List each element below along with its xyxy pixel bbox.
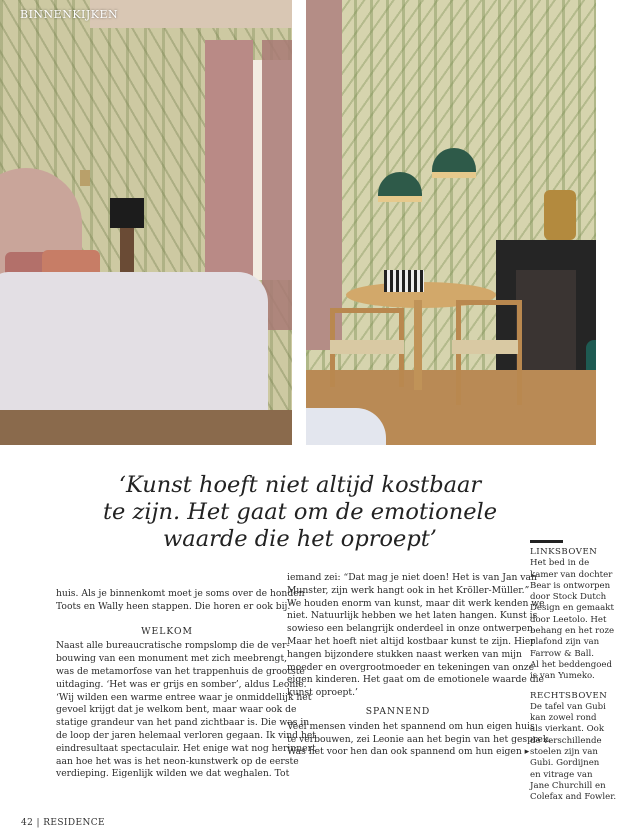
caption-line: kamer van dochter: [530, 569, 613, 580]
photo-bedroom: [0, 0, 292, 445]
caption-heading-right: RECHTSBOVEN: [530, 690, 608, 701]
object-on-table: [384, 270, 424, 292]
table-leg: [414, 300, 422, 390]
caption-line: Gubi. Gordijnen: [530, 758, 600, 769]
caption-line: Het bed in de: [530, 558, 590, 569]
body-line: bouwing van een monument met zich meebrengt,: [56, 653, 288, 665]
page-footer: 42 | RESIDENCE: [21, 818, 105, 828]
quote-line-2: te zijn. Het gaat om de emotionele: [102, 499, 498, 525]
chair-left-seat: [330, 340, 404, 354]
body-line: huis. Als je binnenkomt moet je soms over de honden: [56, 588, 305, 599]
pendant-lamp-right: [432, 148, 476, 178]
caption-line: Bear is ontworpen: [530, 580, 611, 591]
body-line: uitdaging. ‘Het was er grijs en somber’, aldus Leonie.: [56, 678, 307, 690]
body-line: sowieso een belangrijk onderdeel in onze ontwerpen.: [287, 623, 536, 635]
section-label: BINNENKIJKEN: [20, 8, 119, 21]
body-line: statige grandeur van het pand zichtbaar is. Die was in: [56, 717, 310, 729]
floor: [0, 410, 292, 445]
caption-line: Colefax and Fowler.: [530, 792, 617, 803]
caption-line: behang en het roze: [530, 626, 615, 637]
caption-line: en vitrage van: [530, 769, 593, 780]
photo-captions: [530, 540, 617, 804]
body-line: We houden enorm van kunst, maar dit werk kenden we: [287, 597, 545, 609]
body-line: eindresultaat spectaculair. Het enige wat nog herinnert: [56, 742, 316, 754]
fireplace-opening: [516, 270, 576, 380]
body-line: de loop der jaren helemaal verloren gegaan. Ik vind het: [56, 729, 316, 741]
body-line: Munster, zijn werk hangt ook in het Kröller-Müller.”: [287, 584, 530, 596]
body-line: verdieping. Eigenlijk wilden we dat weghalen. Tot: [56, 768, 290, 780]
caption-line: is van Yumeko.: [530, 671, 595, 682]
caption-heading-left: LINKSBOVEN: [530, 547, 598, 557]
mirror: [544, 190, 576, 240]
curtain: [306, 0, 342, 350]
pendant-lamp-left: [378, 172, 422, 202]
caption-line: Jane Churchill en: [530, 780, 606, 791]
photo-dining: [306, 0, 596, 445]
caption-line: kan zowel rond: [530, 713, 597, 724]
body-line: eigen kinderen. Het gaat om de emotionele waarde die: [287, 674, 544, 686]
caption-line: als vierkant. Ook: [530, 724, 605, 735]
bed: [0, 272, 268, 422]
body-line: was de metamorfose van het trappenhuis de grootste: [56, 665, 305, 677]
body-line: Maar het hoeft niet altijd kostbaar kunst te zijn. Hier: [287, 635, 535, 647]
wall-lamp: [80, 170, 90, 186]
quote-line-1: ‘Kunst hoeft niet altijd kostbaar: [118, 472, 482, 498]
caption-line: de verschillende: [530, 735, 602, 746]
body-line: Toots en Wally heen stappen. Die horen er ook bij.’: [56, 600, 294, 612]
body-line: niet. Natuurlijk hebben we het laten hangen. Kunst is: [287, 610, 538, 622]
caption-line: Design en gemaakt: [530, 603, 614, 614]
body-line: Naast alle bureaucratische rompslomp die de ver-: [56, 640, 290, 652]
article-column-1: [56, 588, 316, 781]
subhead-welkom: WELKOM: [141, 625, 193, 637]
body-line: hangen bijzondere stukken naast werken van mijn: [287, 648, 522, 660]
caption-line: door Leetolo. Het: [530, 614, 607, 625]
body-line: gevoel krijgt dat je welkom bent, maar waar ook de: [56, 704, 297, 716]
pull-quote: [60, 472, 540, 553]
caption-line: Al het beddengoed: [530, 659, 612, 670]
curtain-right: [262, 40, 292, 330]
article-column-2: [287, 572, 552, 759]
caption-line: De tafel van Gubi: [530, 701, 606, 712]
caption-line: plafond zijn van: [530, 637, 600, 648]
caption-rule: [530, 540, 563, 543]
caption-line: stoelen zijn van: [530, 747, 598, 758]
body-line: ‘Wij wilden een warme entree waar je onmiddellijk het: [56, 691, 312, 703]
body-line: moeder en overgrootmoeder en tekeningen van onze: [287, 661, 535, 673]
table-lamp-shade: [110, 198, 144, 228]
body-line: iemand zei: “Dat mag je niet doen! Het is van Jan van: [287, 572, 537, 583]
body-line: Veel mensen vinden het spannend om hun eigen huis: [287, 720, 535, 732]
subhead-spannend: SPANNEND: [365, 705, 431, 717]
quote-line-3: waarde die het oproept’: [163, 526, 437, 552]
body-line: te verbouwen, zei Leonie aan het begin van het gesprek.: [287, 733, 552, 745]
ceiling: [90, 0, 292, 28]
chair-right-seat: [452, 340, 518, 354]
bed-corner: [306, 408, 386, 445]
table-lamp-base: [120, 228, 134, 272]
body-line: kunst oproept.’: [287, 687, 358, 699]
caption-line: Farrow & Ball.: [530, 648, 595, 659]
continue-line: Was het voor hen dan ook spannend om hun eigen ▸: [287, 746, 530, 758]
body-line: aan hoe het was is het neon-kunstwerk op de eerste: [56, 755, 299, 767]
caption-line: door Stock Dutch: [530, 592, 607, 603]
